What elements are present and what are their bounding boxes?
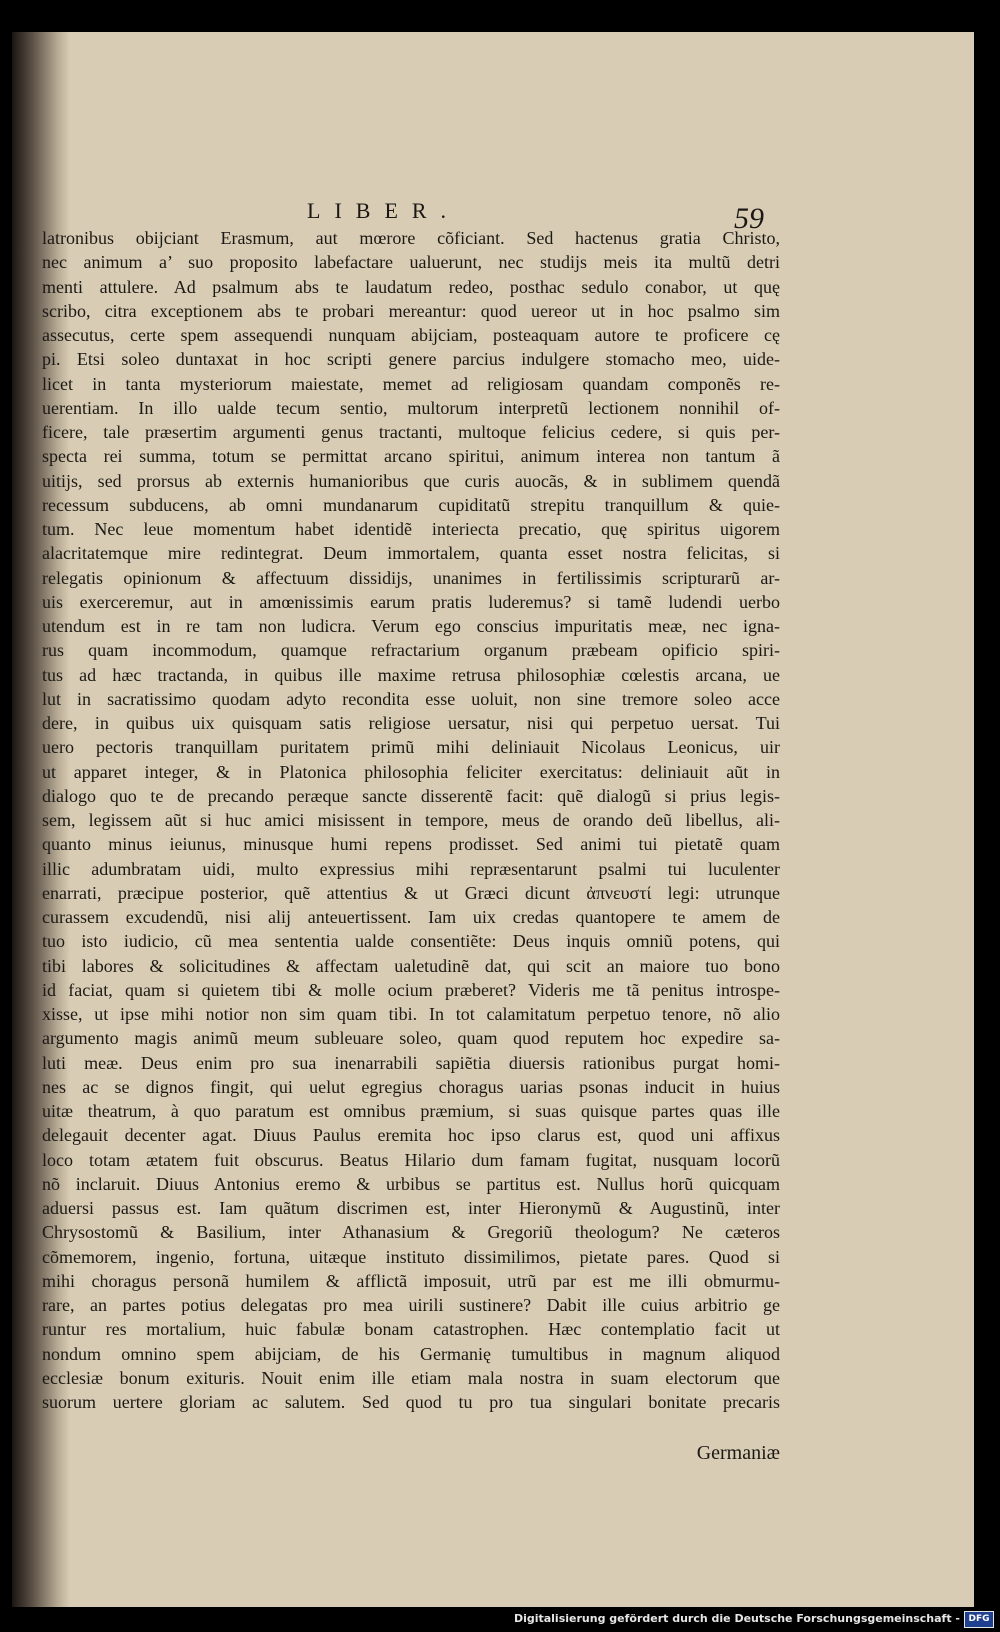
- body-text: [42, 226, 780, 1414]
- text-line: scribo, citra exceptionem abs te probari mereantur: quod uereor ut in hoc psalmo sim: [42, 300, 780, 321]
- text-line: nõ inclaruit. Diuus Antonius eremo & urbibus se partitus est. Nullus horũ quicquam: [42, 1173, 780, 1194]
- text-line: specta rei summa, totum se permittat arcano spiritui, animum interea non tantum ã: [42, 446, 780, 467]
- text-line: ficere, tale præsertim argumenti genus tractanti, multoque felicius cedere, si quis per-: [42, 422, 780, 442]
- text-line: lut in sacratissimo quodam adyto recondita esse uoluit, non sine tremore soleo acce: [42, 688, 780, 709]
- catchword: Germaniæ: [696, 1442, 780, 1464]
- text-line: cõmemorem, ingenio, fortuna, uitæque instituto dissimilimos, pietate pares. Quod si: [42, 1246, 780, 1267]
- text-line: xisse, ut ipse mihi notior non sim quam tibi. In tot calamitatum perpetuo tenore, nõ alio: [42, 1004, 780, 1024]
- page-number: 59: [734, 202, 764, 235]
- page-header: [12, 172, 974, 235]
- text-line: utendum est in re tam non ludicra. Verum ego conscius impuritatis meæ, nec igna-: [42, 616, 780, 636]
- text-line: rare, an partes potius delegatas pro mea uirili sustinere? Dabit ille cuius arbitrio ge: [42, 1295, 780, 1315]
- text-line: dere, in quibus uix quisquam satis religiose uersatur, nisi qui perpetuo uersat. Tui: [42, 713, 780, 733]
- text-line: nes ac se dignos fingit, qui uelut egregius choragus uarias psonas inducit in huius: [42, 1076, 780, 1097]
- text-line: tum. Nec leue momentum habet identidẽ interiecta precatio, quę spiritus uigorem: [42, 519, 780, 539]
- text-line: id faciat, quam si quietem tibi & molle ocium præberet? Videris me tã penitus introspe-: [42, 979, 780, 1000]
- text-line: assecutus, certe spem assequendi nunquam abijciam, posteaquam autore te proficere cę: [42, 325, 780, 345]
- text-line: ut apparet integer, & in Platonica philosophia feliciter exercitatus: deliniauit aũt in: [42, 761, 780, 782]
- text-line: uerentiam. In illo ualde tecum sentio, multorum interpretũ lectionem nonnihil of-: [42, 397, 780, 418]
- text-line: dialogo quo te de precando peræque sancte disserentẽ facit: quẽ dialogũ si prius legis-: [42, 785, 780, 806]
- text-line: uitijs, sed prorsus ab externis humanioribus que curis auocãs, & in sublimem quendã: [42, 470, 780, 491]
- text-line: rus quam incommodum, quamque refractarium organum præbeam opificio spiri-: [42, 640, 780, 661]
- text-line: tus ad hæc tractanda, in quibus ille maxime retrusa philosophiæ cœlestis arcana, ue: [42, 664, 780, 685]
- text-line: illic adumbratam uidi, multo expressius mihi repræsentarunt psalmi tui luculenter: [42, 858, 780, 879]
- text-line: enarrati, præcipue posterior, quẽ attentius & ut Græci dicunt ἀπνευστί legi: utrunque: [42, 882, 780, 903]
- text-line: tibi labores & solicitudines & affectam ualetudinẽ dat, qui scit an maiore tuo bono: [42, 955, 780, 976]
- dfg-logo: DFG: [964, 1611, 994, 1628]
- text-line: nondum omnino spem abijciam, de his Germanię tumultibus in magnum aliquod: [42, 1343, 780, 1364]
- text-line: argumento magis animũ meum subleuare soleo, quam quod reputem hoc expedire sa-: [42, 1028, 780, 1049]
- text-line: uis exerceremur, aut in amœnissimis earum pratis luderemus? si tamẽ ludendi uerbo: [42, 591, 780, 612]
- text-line: Chrysostomũ & Basilium, inter Athanasium & Gregoriũ theologum? Ne cæteros: [42, 1222, 780, 1243]
- text-line: latronibus obijciant Erasmum, aut mœrore cõficiant. Sed hactenus gratia Christo,: [42, 228, 780, 248]
- text-line: loco totam ætatem fuit obscurus. Beatus Hilario dum famam fugitat, nusquam locorũ: [42, 1149, 780, 1170]
- text-line: ecclesiæ bonum exituris. Nouit enim ille etiam mala nostra in suam electorum que: [42, 1367, 780, 1388]
- running-head: LIBER.: [307, 198, 461, 223]
- text-line: delegauit decenter agat. Diuus Paulus eremita hoc ipso clarus est, quod uni affixus: [42, 1125, 780, 1146]
- book-page: [12, 32, 974, 1607]
- text-line: aduersi passus est. Iam quãtum discrimen est, inter Hieronymũ & Augustinũ, inter: [42, 1198, 780, 1218]
- text-line: uitæ theatrum, à quo paratum est omnibus præmium, si suas quisque partes quas ille: [42, 1101, 780, 1121]
- text-line: quanto minus ieiunus, minusque humi repens prodisset. Sed animi tui pietatẽ quam: [42, 834, 780, 855]
- text-line: runtur res mortalium, huic fabulæ bonam catastrophen. Hæc contemplatio facit ut: [42, 1319, 780, 1340]
- text-line: licet in tanta mysteriorum maiestate, memet ad religiosam quandam componẽs re-: [42, 373, 780, 394]
- text-line: sem, legissem aũt si huc amici misissent in tempore, meus de orando deũ libellus, ali-: [42, 810, 780, 830]
- text-line: tuo isto iudicio, cũ mea sententia ualde consentiẽte: Deus inquis omniũ potens, qui: [42, 931, 780, 952]
- text-line: uero pectoris tranquillam puritatem primũ mihi deliniauit Nicolaus Leonicus, uir: [42, 737, 780, 758]
- text-line: menti attulere. Ad psalmum abs te laudatum redeo, posthac sedulo conabor, ut quę: [42, 276, 780, 297]
- text-line: alacritatemque mire redintegrat. Deum immortalem, quanta esset nostra felicitas, si: [42, 543, 780, 564]
- text-line: suorum uertere gloriam ac salutem. Sed quod tu pro tua singulari bonitate precaris: [42, 1392, 780, 1412]
- funding-credit: Digitalisierung gefördert durch die Deutsche Forschungsgemeinschaft -: [513, 1612, 960, 1625]
- footer-bar: [0, 1607, 1000, 1632]
- text-line: relegatis opinionum & affectuum dissidijs, unanimes in fertilissimis scripturarũ ar-: [42, 567, 780, 588]
- text-line: mihi choragus personã humilem & afflictã imposuit, utrũ par est me illi obmurmu-: [42, 1270, 780, 1291]
- text-line: recessum subducens, ab omni mundanarum cupiditatũ strepitu tranquillum & quie-: [42, 494, 780, 515]
- text-line: luti meæ. Deus enim pro sua inenarrabili sapiẽtia diuersis rationibus purgat homi-: [42, 1052, 780, 1073]
- text-line: nec animum a’ suo proposito labefactare ualuerunt, nec studijs meis ita multũ detri: [42, 252, 780, 273]
- text-line: curassem excudendũ, nisi alij anteuertissent. Iam uix credas quantopere te amem de: [42, 907, 780, 927]
- text-line: pi. Etsi soleo duntaxat in hoc scripti genere parcius indulgere stomacho meo, uide-: [42, 349, 780, 370]
